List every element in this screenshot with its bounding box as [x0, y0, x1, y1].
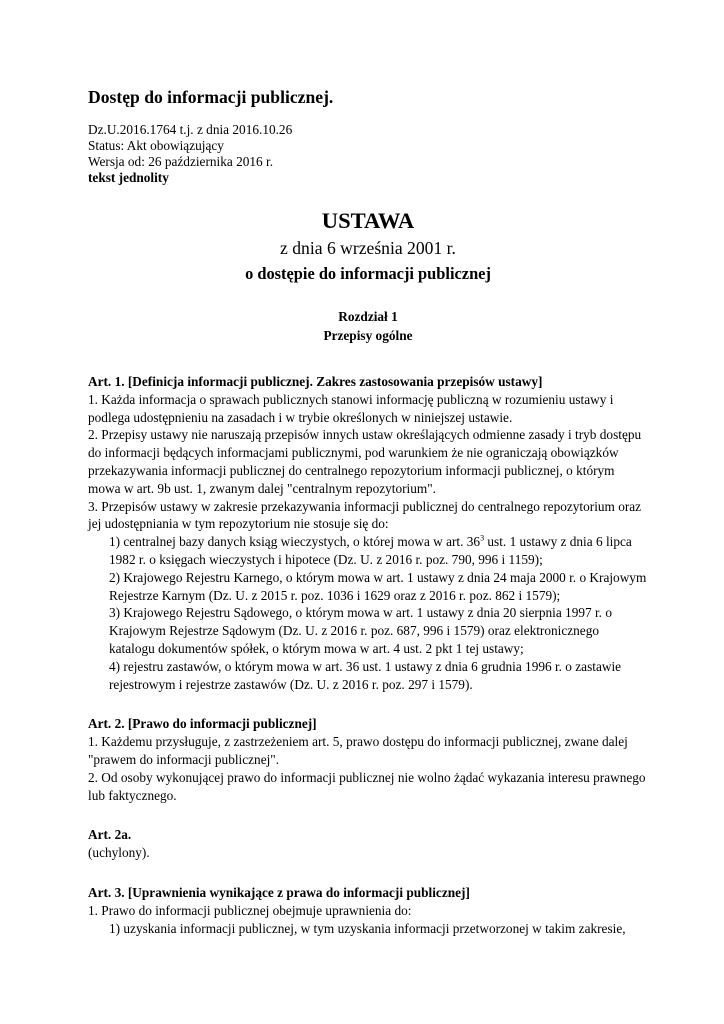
article-1-item-1: [109, 533, 648, 569]
article-1-heading: Art. 1. [Definicja informacji publicznej. Zakres zastosowania przepisów ustawy]: [88, 374, 543, 389]
act-heading: USTAWA: [321, 208, 415, 233]
article-2-paragraph-1: 1. Każdemu przysługuje, z zastrzeżeniem art. 5, prawo dostępu do informacji publicznej, zwane dalej "prawem do informacji publicznej".: [88, 734, 628, 767]
article-1-item-1-superscript: 3: [480, 533, 485, 543]
article-1-item-1-text-b: ust. 1 ustawy z dnia 6 lipca 1982 r. o księgach wieczystych i hipotece (Dz. U. z 2016 r. poz. 790, 996 i 1159);: [109, 534, 632, 567]
chapter-number: Rozdział 1: [338, 309, 398, 324]
consolidated-text-label: tekst jednolity: [88, 170, 169, 185]
document-metadata: [88, 122, 648, 186]
chapter-heading: [88, 307, 648, 345]
document-title: Dostęp do informacji publicznej.: [88, 87, 334, 107]
version-line: Wersja od: 26 października 2016 r.: [88, 154, 274, 169]
article-1-paragraph-1: 1. Każda informacja o sprawach publicznych stanowi informację publiczną w rozumieniu ustawy i podlega udostępnieniu na zasadach i w trybie określonych w niniejszej ustawie.: [88, 391, 614, 425]
article-1-item-2: 2) Krajowego Rejestru Karnego, o którym mowa w art. 1 ustawy z dnia 24 maja 2000 r. o Krajowym Rejestrze Karnym (Dz. U. z 2015 r. poz. 1036 i 1629 oraz z 2016 r. poz. 862 i 1579);: [109, 569, 647, 603]
article-1-paragraph-2: 2. Przepisy ustawy nie naruszają przepisów innych ustaw określających odmienne zasady i tryb dostępu do informacji będących informacjami publicznymi, pod warunkiem że nie ograniczają obowiązków przekazywania informacji publicznej do centralnego repozytorium informacji publicznej, o którym mowa w art. 9b ust. 1, zwanym dalej "centralnym repozytorium".: [88, 427, 642, 496]
article-1-item-3: 3) Krajowego Rejestru Sądowego, o którym mowa w art. 1 ustawy z dnia 20 sierpnia 1997 r. o Krajowym Rejestrze Sądowym (Dz. U. z 2016 r. poz. 687, 996 i 1579) oraz elektronicznego katalogu dokumentów spółek, o którym mowa w art. 4 ust. 2 pkt 1 tej ustawy;: [109, 605, 612, 656]
article-2a-heading: Art. 2a.: [88, 827, 132, 843]
article-1-item-1-text-a: 1) centralnej bazy danych ksiąg wieczystych, o której mowa w art. 36: [109, 534, 481, 550]
reference-line: Dz.U.2016.1764 t.j. z dnia 2016.10.26: [88, 122, 293, 137]
article-1-item-4: 4) rejestru zastawów, o którym mowa w art. 36 ust. 1 ustawy z dnia 6 grudnia 1996 r. o zastawie rejestrowym i rejestrze zastawów (Dz. U. z 2016 r. poz. 297 i 1579).: [109, 658, 622, 692]
article-2-heading: Art. 2. [Prawo do informacji publicznej]: [88, 716, 317, 732]
chapter-title: Przepisy ogólne: [323, 328, 413, 343]
article-2a-text: (uchylony).: [88, 845, 150, 861]
article-1-paragraph-3: 3. Przepisów ustawy w zakresie przekazywania informacji publicznej do centralnego repozytorium oraz jej udostępniania w tym repozytorium nie stosuje się do:: [88, 498, 642, 532]
act-date: z dnia 6 września 2001 r.: [280, 238, 456, 258]
article-3-heading: Art. 3. [Uprawnienia wynikające z prawa do informacji publicznej]: [88, 884, 470, 900]
act-subject: o dostępie do informacji publicznej: [245, 264, 491, 283]
document-page: [88, 86, 648, 937]
article-3-item-1: 1) uzyskania informacji publicznej, w tym uzyskania informacji przetworzonej w takim zakresie,: [109, 920, 626, 936]
status-line: Status: Akt obowiązujący: [88, 138, 224, 153]
article-3-paragraph-1: 1. Prawo do informacji publicznej obejmuje uprawnienia do:: [88, 902, 412, 918]
article-2-paragraph-2: 2. Od osoby wykonującej prawo do informacji publicznej nie wolno żądać wykazania interesu prawnego lub faktycznego.: [88, 769, 646, 803]
